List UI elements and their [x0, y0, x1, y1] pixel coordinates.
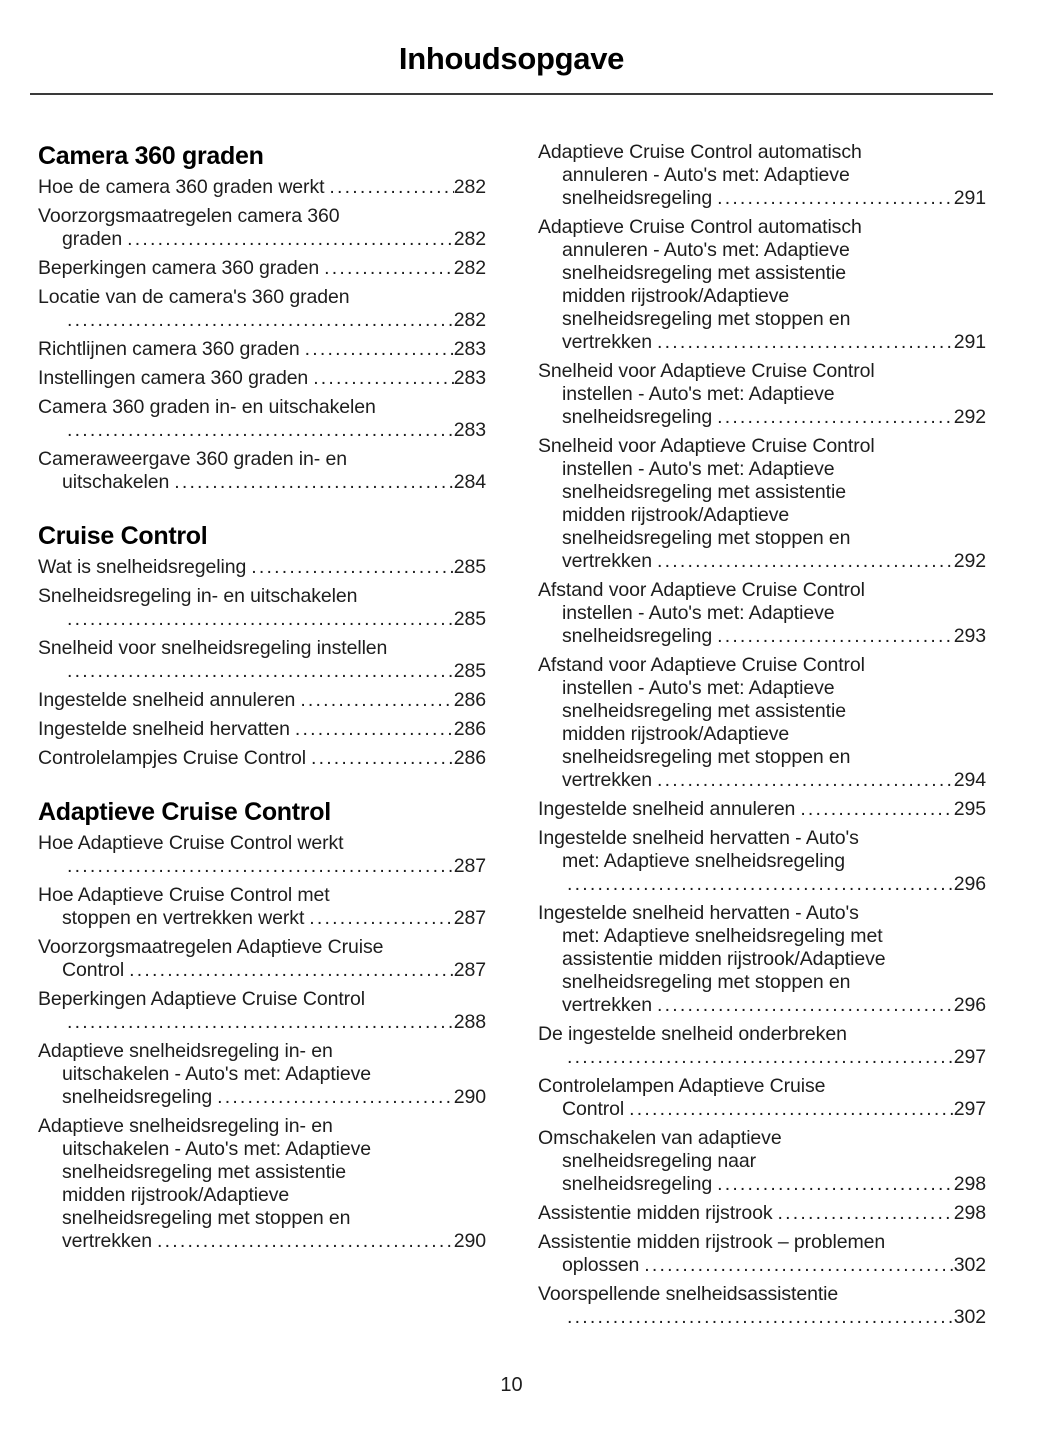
dot-leader	[313, 367, 454, 390]
toc-entry	[538, 654, 986, 792]
page-footer	[30, 1374, 993, 1397]
toc-entry	[38, 1115, 486, 1253]
toc-entry-line: Adaptieve snelheidsregeling in- en	[38, 1040, 333, 1062]
toc-entry-line: instellen - Auto's met: Adaptieve	[562, 677, 835, 699]
toc-entry	[38, 176, 486, 199]
page-ref: 291	[953, 187, 986, 209]
toc-entry	[538, 827, 986, 896]
page-ref: 296	[953, 994, 986, 1016]
page-ref: 298	[953, 1202, 986, 1224]
toc-entry-line: Hoe Adaptieve Cruise Control werkt	[38, 832, 344, 854]
toc-entry-line: midden rijstrook/Adaptieve	[562, 504, 790, 526]
toc-entry-line	[38, 257, 486, 280]
toc-column-1	[38, 141, 486, 1335]
toc-entry	[538, 435, 986, 573]
dot-leader	[717, 1173, 954, 1196]
dot-leader	[129, 959, 454, 982]
section-heading: Camera 360 graden	[38, 142, 264, 170]
toc-section	[38, 797, 486, 1253]
page-ref: 286	[453, 747, 486, 769]
toc-entry-line: midden rijstrook/Adaptieve	[562, 285, 790, 307]
toc-entry-line: Beperkingen Adaptieve Cruise Control	[38, 988, 366, 1010]
toc-entry-line: snelheidsregeling naar	[562, 1150, 757, 1172]
toc-entry-line: assistentie midden rijstrook/Adaptieve	[562, 948, 886, 970]
toc-entry	[38, 936, 486, 982]
page-ref: 282	[453, 228, 486, 250]
section-heading: Cruise Control	[38, 522, 208, 550]
entry-text: snelheidsregeling	[562, 625, 713, 647]
dot-leader	[174, 471, 454, 494]
toc-entry	[38, 988, 486, 1034]
page-ref: 292	[953, 406, 986, 428]
toc-entry-line: Snelheid voor snelheidsregeling instellen	[38, 637, 388, 659]
entry-text: Control	[562, 1098, 625, 1120]
toc-entry-line: Assistentie midden rijstrook – problemen	[538, 1231, 886, 1253]
toc-entry-line	[538, 406, 986, 429]
toc-entry-line	[538, 1173, 986, 1196]
toc-entry-line: Controlelampen Adaptieve Cruise	[538, 1075, 826, 1097]
toc-entry-line: Ingestelde snelheid hervatten - Auto's	[538, 902, 859, 924]
toc-entry	[538, 141, 986, 210]
toc-entry	[38, 257, 486, 280]
toc-entry-line	[38, 855, 486, 878]
toc-entry	[38, 718, 486, 741]
page-ref: 297	[953, 1098, 986, 1120]
entry-text: snelheidsregeling	[62, 1086, 213, 1108]
dot-leader	[800, 798, 953, 821]
entry-text: stoppen en vertrekken werkt	[62, 907, 305, 929]
page-ref: 282	[453, 257, 486, 279]
toc-entry-line	[38, 608, 486, 631]
page-ref: 283	[453, 419, 486, 441]
toc-entry-line	[38, 959, 486, 982]
dot-leader	[311, 747, 454, 770]
toc-entry-line: Hoe Adaptieve Cruise Control met	[38, 884, 330, 906]
entry-text: Ingestelde snelheid annuleren	[538, 798, 796, 820]
toc-entry-line	[538, 625, 986, 648]
toc-entry-line: Camera 360 graden in- en uitschakelen	[38, 396, 376, 418]
toc-entry	[538, 1202, 986, 1225]
toc-entry-line: De ingestelde snelheid onderbreken	[538, 1023, 847, 1045]
dot-leader	[629, 1098, 954, 1121]
dot-leader	[657, 994, 954, 1017]
entry-text: vertrekken	[562, 550, 653, 572]
dot-leader	[657, 769, 954, 792]
toc-entry-line: Snelheidsregeling in- en uitschakelen	[38, 585, 358, 607]
entry-text: graden	[62, 228, 123, 250]
page-ref: 297	[953, 1046, 986, 1068]
toc-entry-line	[538, 1046, 986, 1069]
toc-entry-line: Afstand voor Adaptieve Cruise Control	[538, 579, 865, 601]
entry-text: vertrekken	[62, 1230, 153, 1252]
page-ref: 296	[953, 873, 986, 895]
toc-entry-line: uitschakelen - Auto's met: Adaptieve	[62, 1138, 372, 1160]
toc-entry-line: midden rijstrook/Adaptieve	[562, 723, 790, 745]
page-ref: 283	[453, 338, 486, 360]
toc-entry	[538, 1127, 986, 1196]
page-ref: 282	[453, 176, 486, 198]
dot-leader	[157, 1230, 454, 1253]
toc-entry-line	[38, 556, 486, 579]
toc-entry	[538, 579, 986, 648]
toc-entry-line: met: Adaptieve snelheidsregeling	[562, 850, 845, 872]
entry-text: snelheidsregeling	[562, 406, 713, 428]
toc-entry-line: annuleren - Auto's met: Adaptieve	[562, 164, 850, 186]
toc-entry-line	[38, 660, 486, 683]
entry-text: Controlelampjes Cruise Control	[38, 747, 306, 769]
toc-entry-line	[38, 747, 486, 770]
entry-text: Ingestelde snelheid annuleren	[38, 689, 296, 711]
toc-entry	[38, 556, 486, 579]
toc-entry	[38, 585, 486, 631]
toc-entry	[38, 396, 486, 442]
toc-entry	[538, 1023, 986, 1069]
dot-leader	[567, 1306, 954, 1329]
section-heading: Adaptieve Cruise Control	[38, 798, 331, 826]
page-ref: 284	[453, 471, 486, 493]
toc-entry-line: snelheidsregeling met stoppen en	[562, 527, 851, 549]
dot-leader	[567, 873, 954, 896]
toc-entry-line: instellen - Auto's met: Adaptieve	[562, 602, 835, 624]
toc-entry-line	[38, 689, 486, 712]
toc-entry	[538, 1075, 986, 1121]
toc-entry-line	[538, 994, 986, 1017]
toc-entry	[38, 448, 486, 494]
toc-entry-line	[538, 550, 986, 573]
dot-leader	[717, 406, 954, 429]
page-ref: 282	[453, 309, 486, 331]
dot-leader	[251, 556, 454, 579]
dot-leader	[67, 419, 454, 442]
page-header	[30, 0, 993, 95]
dot-leader	[567, 1046, 954, 1069]
toc-entry-line	[538, 331, 986, 354]
toc-entry-line: Snelheid voor Adaptieve Cruise Control	[538, 360, 875, 382]
page-ref: 285	[453, 608, 486, 630]
toc-entry	[38, 747, 486, 770]
toc-entry-line	[38, 228, 486, 251]
entry-text: snelheidsregeling	[562, 187, 713, 209]
toc-entry	[538, 216, 986, 354]
toc-entry-line	[538, 873, 986, 896]
toc-entry	[538, 1231, 986, 1277]
toc-entry	[38, 367, 486, 390]
toc-entry-line	[538, 1254, 986, 1277]
toc-entry-line: Locatie van de camera's 360 graden	[38, 286, 350, 308]
toc-section	[38, 521, 486, 770]
toc-entry-line: Adaptieve snelheidsregeling in- en	[38, 1115, 333, 1137]
toc-entry-line	[538, 187, 986, 210]
toc-entry-line	[38, 907, 486, 930]
toc-entry-line: snelheidsregeling met assistentie	[562, 700, 846, 722]
toc-entry-line	[538, 1202, 986, 1225]
entry-text: Wat is snelheidsregeling	[38, 556, 247, 578]
dot-leader	[217, 1086, 454, 1109]
toc-entry-line	[38, 338, 486, 361]
table-of-contents	[38, 141, 1055, 1335]
entry-text: Assistentie midden rijstrook	[538, 1202, 773, 1224]
toc-section	[38, 141, 486, 494]
toc-entry-line: Omschakelen van adaptieve	[538, 1127, 782, 1149]
dot-leader	[778, 1202, 954, 1225]
dot-leader	[324, 257, 454, 280]
toc-entry	[538, 1283, 986, 1329]
dot-leader	[644, 1254, 953, 1277]
toc-entry-line	[38, 176, 486, 199]
toc-entry-line	[38, 1086, 486, 1109]
toc-entry-line: snelheidsregeling met stoppen en	[562, 308, 851, 330]
page-ref: 292	[953, 550, 986, 572]
toc-entry-line	[38, 718, 486, 741]
page-ref: 298	[953, 1173, 986, 1195]
toc-entry	[38, 286, 486, 332]
page-ref: 302	[953, 1306, 986, 1328]
toc-entry-line: Voorspellende snelheidsassistentie	[538, 1283, 839, 1305]
toc-entry-line: snelheidsregeling met stoppen en	[562, 971, 851, 993]
dot-leader	[305, 338, 454, 361]
toc-entry-line: Cameraweergave 360 graden in- en	[38, 448, 347, 470]
toc-entry-line: Snelheid voor Adaptieve Cruise Control	[538, 435, 875, 457]
entry-text: Hoe de camera 360 graden werkt	[38, 176, 325, 198]
page-ref: 294	[953, 769, 986, 791]
toc-entry-line: met: Adaptieve snelheidsregeling met	[562, 925, 883, 947]
page-ref: 285	[453, 556, 486, 578]
entry-text: snelheidsregeling	[562, 1173, 713, 1195]
toc-entry-line: annuleren - Auto's met: Adaptieve	[562, 239, 850, 261]
entry-text: Beperkingen camera 360 graden	[38, 257, 320, 279]
toc-entry-line	[538, 1098, 986, 1121]
toc-entry-line: Afstand voor Adaptieve Cruise Control	[538, 654, 865, 676]
entry-text: vertrekken	[562, 994, 653, 1016]
toc-entry	[38, 637, 486, 683]
page-ref: 291	[953, 331, 986, 353]
toc-entry-line	[538, 798, 986, 821]
toc-entry-line: snelheidsregeling met stoppen en	[62, 1207, 351, 1229]
toc-entry-line: snelheidsregeling met assistentie	[562, 262, 846, 284]
dot-leader	[717, 625, 954, 648]
page-ref: 286	[453, 689, 486, 711]
page-ref: 293	[953, 625, 986, 647]
entry-text: Richtlijnen camera 360 graden	[38, 338, 300, 360]
toc-entry	[38, 338, 486, 361]
title-divider	[30, 93, 993, 95]
dot-leader	[717, 187, 954, 210]
toc-entry-line: Voorzorgsmaatregelen camera 360	[38, 205, 340, 227]
entry-text: Instellingen camera 360 graden	[38, 367, 309, 389]
page-ref: 287	[453, 907, 486, 929]
toc-entry-line	[38, 1230, 486, 1253]
page-ref: 285	[453, 660, 486, 682]
toc-entry-line	[538, 769, 986, 792]
toc-entry	[538, 902, 986, 1017]
toc-entry-line	[38, 1011, 486, 1034]
toc-entry-line	[38, 309, 486, 332]
dot-leader	[657, 550, 954, 573]
dot-leader	[300, 689, 453, 712]
dot-leader	[67, 855, 454, 878]
page-number: 10	[500, 1374, 523, 1396]
toc-entry-line: Ingestelde snelheid hervatten - Auto's	[538, 827, 859, 849]
toc-entry-line	[38, 471, 486, 494]
dot-leader	[67, 1011, 454, 1034]
dot-leader	[329, 176, 453, 199]
page-ref: 295	[953, 798, 986, 820]
entry-text: Ingestelde snelheid hervatten	[38, 718, 290, 740]
dot-leader	[127, 228, 454, 251]
page-ref: 302	[953, 1254, 986, 1276]
dot-leader	[67, 309, 454, 332]
dot-leader	[309, 907, 453, 930]
toc-entry-line: uitschakelen - Auto's met: Adaptieve	[62, 1063, 372, 1085]
toc-entry	[538, 798, 986, 821]
page-ref: 283	[453, 367, 486, 389]
toc-entry	[38, 884, 486, 930]
toc-entry-line	[538, 1306, 986, 1329]
dot-leader	[67, 608, 454, 631]
toc-section	[538, 141, 986, 1329]
toc-entry-line: instellen - Auto's met: Adaptieve	[562, 383, 835, 405]
toc-entry-line	[38, 367, 486, 390]
page-ref: 290	[453, 1086, 486, 1108]
toc-entry-line: Adaptieve Cruise Control automatisch	[538, 141, 862, 163]
toc-entry	[38, 832, 486, 878]
entry-text: vertrekken	[562, 769, 653, 791]
page-ref: 290	[453, 1230, 486, 1252]
toc-entry	[38, 689, 486, 712]
toc-entry-line	[38, 419, 486, 442]
toc-entry	[38, 205, 486, 251]
toc-column-2	[538, 141, 986, 1335]
entry-text: Control	[62, 959, 125, 981]
dot-leader	[295, 718, 454, 741]
entry-text: oplossen	[562, 1254, 640, 1276]
entry-text: uitschakelen	[62, 471, 170, 493]
toc-entry-line: snelheidsregeling met assistentie	[62, 1161, 346, 1183]
toc-entry-line: midden rijstrook/Adaptieve	[62, 1184, 290, 1206]
dot-leader	[67, 660, 454, 683]
toc-entry-line: snelheidsregeling met assistentie	[562, 481, 846, 503]
dot-leader	[657, 331, 954, 354]
toc-entry	[538, 360, 986, 429]
page-ref: 287	[453, 855, 486, 877]
toc-entry-line: Voorzorgsmaatregelen Adaptieve Cruise	[38, 936, 384, 958]
page-ref: 288	[453, 1011, 486, 1033]
toc-entry-line: snelheidsregeling met stoppen en	[562, 746, 851, 768]
page-ref: 287	[453, 959, 486, 981]
toc-entry-line: Adaptieve Cruise Control automatisch	[538, 216, 862, 238]
page-ref: 286	[453, 718, 486, 740]
page-title: Inhoudsopgave	[398, 41, 625, 76]
toc-entry-line: instellen - Auto's met: Adaptieve	[562, 458, 835, 480]
toc-entry	[38, 1040, 486, 1109]
entry-text: vertrekken	[562, 331, 653, 353]
